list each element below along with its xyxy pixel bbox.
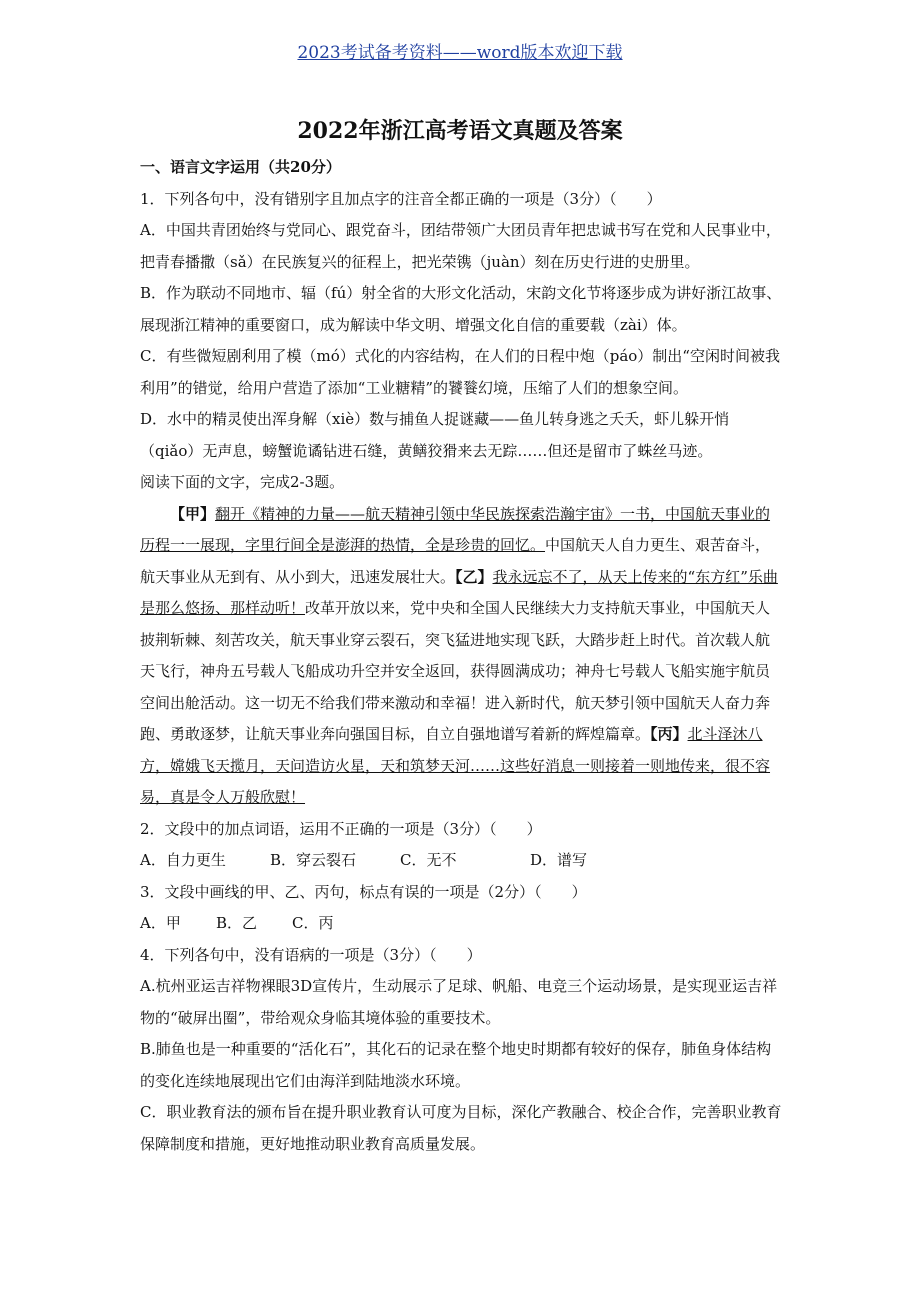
underlined-sentence-bing: 北斗泽沐八方，嫦娥飞天揽月，天问造访火星，天和筑梦天河……这些好消息一则接着一则地传来，很不容易，真是令人万般欣慰！	[140, 725, 771, 806]
document-body	[140, 152, 782, 1160]
question-2-option-d: D．谱写	[530, 851, 588, 869]
sentence-tag-jia: 【甲】	[170, 504, 216, 523]
question-3-option-a: A．甲	[140, 914, 181, 932]
reading-instruction: 阅读下面的文字，完成2-3题。	[140, 473, 345, 491]
sentence-tag-bing: 【丙】	[650, 725, 688, 743]
question-1-stem: 1．下列各句中，没有错别字且加点字的注音全都正确的一项是（3分）（ ）	[140, 189, 662, 208]
question-2-option-b: B．穿云裂石	[270, 851, 357, 869]
question-4-option-b: B.肺鱼也是一种重要的“活化石”，其化石的记录在整个地史时期都有较好的保存，肺鱼身体结构的变化连续地展现出它们由海洋到陆地淡水环境。	[140, 1040, 772, 1090]
passage-text-part1: 中国航天人自力更生、艰苦奋斗，航天事业从无到有、从小到大，迅速发展壮大。	[140, 536, 771, 586]
question-1-option-c: C．有些微短剧利用了模（mó）式化的内容结构，在人们的日程中炮（páo）制出“空闲时间被我利用”的错觉，给用户营造了添加“工业糖精”的饕餮幻境，压缩了人们的想象空间。	[140, 347, 780, 397]
question-3-options	[140, 908, 782, 940]
question-1-option-b: B．作为联动不同地市、辐（fú）射全省的大形文化活动，宋韵文化节将逐步成为讲好浙江故事、展现浙江精神的重要窗口，成为解读中华文明、增强文化自信的重要载（zài）体。	[140, 284, 782, 334]
question-2-stem: 2．文段中的加点词语，运用不正确的一项是（3分）（ ）	[140, 819, 542, 838]
question-3-option-c: C．丙	[292, 914, 334, 932]
header-download-link[interactable]: 2023考试备考资料——word版本欢迎下载	[297, 43, 623, 63]
question-2-option-a: A．自力更生	[140, 851, 226, 869]
underlined-sentence-yi: 我永远忘不了，从天上传来的“东方红”乐曲是那么悠扬、那样动听！	[140, 567, 778, 617]
question-3-stem: 3．文段中画线的甲、乙、丙句，标点有误的一项是（2分）（ ）	[140, 882, 587, 901]
question-4-option-c: C．职业教育法的颁布旨在提升职业教育认可度为目标，深化产教融合、校企合作，完善职业教育保障制度和措施，更好地推动职业教育高质量发展。	[140, 1103, 782, 1153]
question-4-stem: 4．下列各句中，没有语病的一项是（3分）（ ）	[140, 945, 482, 964]
question-4-option-a: A.杭州亚运吉祥物裸眼3D宣传片，生动展示了足球、帆船、电竞三个运动场景，是实现亚运吉祥物的“破屏出圈”，带给观众身临其境体验的重要技术。	[140, 977, 778, 1027]
underlined-sentence-jia: 翻开《精神的力量——航天精神引领中华民族探索浩瀚宇宙》一书，中国航天事业的历程一一展现，字里行间全是澎湃的热情，全是珍贵的回忆。	[140, 504, 771, 554]
sentence-tag-yi: 【乙】	[455, 567, 493, 586]
question-1-option-a: A．中国共青团始终与党同心、跟党奋斗，团结带领广大团员青年把忠诚书写在党和人民事业中，把青春播撒（sǎ）在民族复兴的征程上，把光荣镌（juàn）刻在历史行进的史册里。	[140, 221, 781, 271]
question-1-option-d: D．水中的精灵使出浑身解（xiè）数与捕鱼人捉谜藏——鱼儿转身逃之夭夭，虾儿躲开悄（qiǎo）无声息，螃蟹诡谲钻进石缝，黄鳝狡猾来去无踪……但还是留市了蛛丝马迹。	[140, 410, 730, 460]
section-heading: 一、语言文字运用（共20分）	[140, 158, 341, 176]
passage-text-part2: 改革开放以来，党中央和全国人民继续大力支持航天事业，中国航天人披荆斩棘、刻苦攻关，航天事业穿云裂石，突飞猛进地实现飞跃，大踏步赶上时代。首次载人航天飞行，神舟五号载人飞船成功升空并安全返回，获得圆满成功；神舟七号载人飞船实施宇航员空间出舱活动。这一切无不给我们带来激动和幸福！进入新时代，航天梦引领中国航天人奋力奔跑、勇敢逐梦，让航天事业奔向强国目标，自立自强地谱写着新的辉煌篇章。	[140, 599, 771, 743]
question-3-option-b: B．乙	[216, 914, 258, 932]
reading-passage	[140, 499, 782, 814]
question-2-options	[140, 845, 782, 877]
question-2-option-c: C．无不	[400, 851, 457, 869]
page-title: 2022年浙江高考语文真题及答案	[297, 118, 623, 144]
